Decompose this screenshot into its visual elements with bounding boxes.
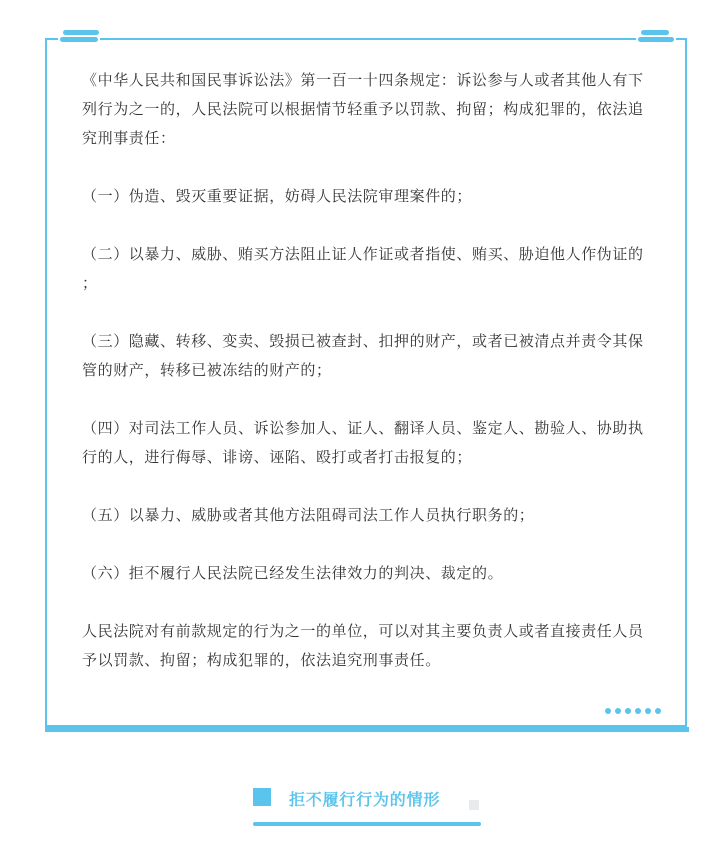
list-item: （一）伪造、毁灭重要证据，妨碍人民法院审理案件的； bbox=[82, 187, 473, 205]
corner-decoration-right-mid bbox=[638, 37, 674, 42]
heading-underline bbox=[253, 822, 481, 826]
list-item: （二）以暴力、威胁、贿买方法阻止证人作证或者指使、贿买、胁迫他人作伪证的 ； bbox=[82, 245, 644, 292]
heading-square-icon bbox=[253, 788, 271, 806]
dot bbox=[625, 708, 631, 714]
dot bbox=[645, 708, 651, 714]
dot bbox=[655, 708, 661, 714]
list-item: （六）拒不履行人民法院已经发生法律效力的判决、裁定的。 bbox=[82, 564, 504, 582]
corner-decoration-left-mid bbox=[60, 37, 98, 42]
section-heading-title: 拒不履行行为的情形 bbox=[289, 790, 441, 809]
heading-corner-square-icon bbox=[469, 800, 479, 810]
closing-paragraph: 人民法院对有前款规定的行为之一的单位，可以对其主要负责人或者直接责任人员予以罚款、拘留；构成犯罪的，依法追究刑事责任。 bbox=[82, 622, 644, 669]
list-item: （四）对司法工作人员、诉讼参加人、证人、翻译人员、鉴定人、勘验人、协助执行的人，进行侮辱、诽谤、诬陷、殴打或者打击报复的； bbox=[82, 419, 644, 466]
list-item: （五）以暴力、威胁或者其他方法阻碍司法工作人员执行职务的； bbox=[82, 506, 535, 524]
dot bbox=[605, 708, 611, 714]
corner-decoration-right-top bbox=[641, 30, 669, 35]
article-body bbox=[82, 66, 654, 704]
list-item: （三）隐藏、转移、变卖、毁损已被查封、扣押的财产，或者已被清点并责令其保管的财产，转移已被冻结的财产的； bbox=[82, 332, 644, 379]
intro-paragraph: 《中华人民共和国民事诉讼法》第一百一十四条规定：诉讼参与人或者其他人有下列行为之一的，人民法院可以根据情节轻重予以罚款、拘留；构成犯罪的，依法追究刑事责任： bbox=[82, 71, 644, 147]
frame-bottom-bar bbox=[45, 727, 689, 732]
corner-decoration-left-top bbox=[63, 30, 99, 35]
section-heading bbox=[253, 784, 481, 828]
dots-decoration bbox=[605, 708, 661, 714]
dot bbox=[615, 708, 621, 714]
dot bbox=[635, 708, 641, 714]
